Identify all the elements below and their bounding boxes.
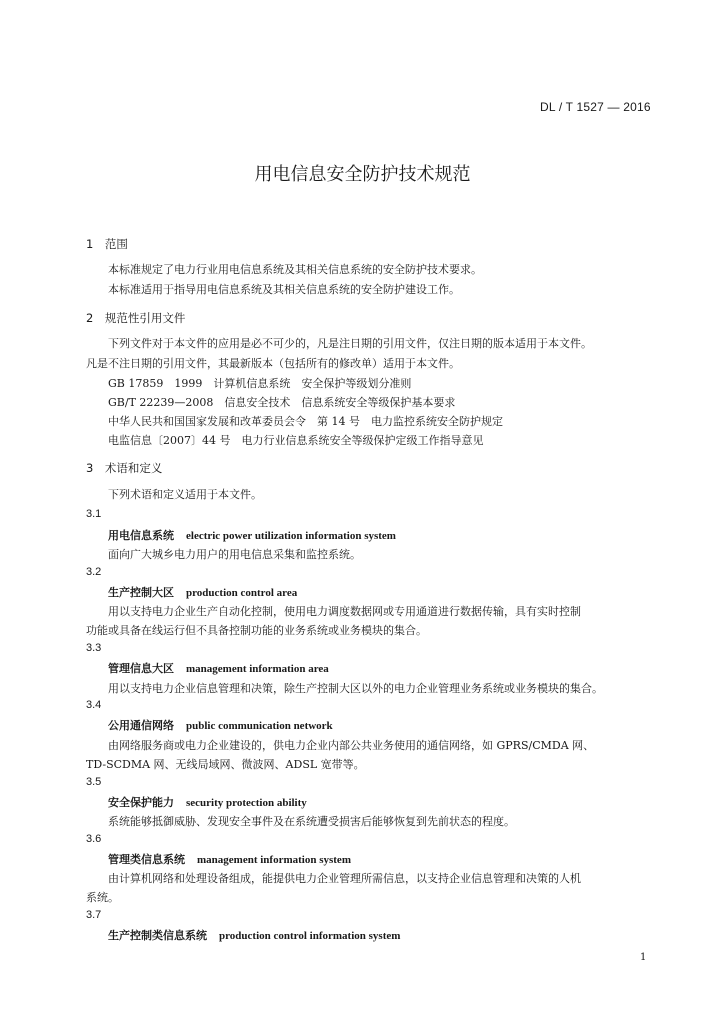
term-en: management information system <box>197 854 351 866</box>
standard-code: DL / T 1527 — 2016 <box>540 100 651 114</box>
term-zh: 管理信息大区 <box>108 662 174 675</box>
section-1-paragraph-2: 本标准适用于指导用电信息系统及其相关信息系统的安全防护建设工作。 <box>108 283 460 296</box>
term-heading <box>108 927 400 943</box>
term-en: production control information system <box>219 930 401 942</box>
term-heading <box>108 527 396 543</box>
term-definition-continued: 系统。 <box>86 891 119 904</box>
term-number: 3.4 <box>86 699 102 711</box>
term-definition: 系统能够抵御威胁、发现安全事件及在系统遭受损害后能够恢复到先前状态的程度。 <box>108 815 515 828</box>
term-heading <box>108 717 333 733</box>
term-number: 3.6 <box>86 833 102 845</box>
term-number: 3.7 <box>86 909 102 921</box>
reference-item: GB 17859 1999 计算机信息系统 安全保护等级划分准则 <box>108 377 412 390</box>
term-number: 3.1 <box>86 508 102 520</box>
term-number: 3.3 <box>86 642 102 654</box>
term-definition: 用以支持电力企业生产自动化控制，使用电力调度数据网或专用通道进行数据传输，具有实时控制 <box>108 605 581 618</box>
term-en: public communication network <box>186 720 333 732</box>
term-definition-continued: TD-SCDMA 网、无线局域网、微波网、ADSL 宽带等。 <box>86 758 365 771</box>
term-zh: 用电信息系统 <box>108 529 174 542</box>
term-number: 3.2 <box>86 566 102 578</box>
section-2-heading: 2 规范性引用文件 <box>86 311 186 325</box>
term-definition: 由网络服务商或电力企业建设的，供电力企业内部公共业务使用的通信网络，如 GPRS/CMDA 网、 <box>108 739 595 752</box>
term-definition-continued: 功能或具备在线运行但不具备控制功能的业务系统或业务模块的集合。 <box>86 624 427 637</box>
term-heading <box>108 794 307 810</box>
reference-item: 电监信息〔2007〕44 号 电力行业信息系统安全等级保护定级工作指导意见 <box>108 434 484 447</box>
term-zh: 生产控制类信息系统 <box>108 929 207 942</box>
term-en: management information area <box>186 663 329 675</box>
term-heading <box>108 584 297 600</box>
term-definition: 由计算机网络和处理设备组成，能提供电力企业管理所需信息，以支持企业信息管理和决策的人机 <box>108 872 581 885</box>
term-definition: 用以支持电力企业信息管理和决策，除生产控制大区以外的电力企业管理业务系统或业务模块的集合。 <box>108 682 603 695</box>
reference-item: 中华人民共和国国家发展和改革委员会令 第 14 号 电力监控系统安全防护规定 <box>108 415 503 428</box>
term-zh: 管理类信息系统 <box>108 853 185 866</box>
term-en: security protection ability <box>186 797 307 809</box>
section-2-intro-line-1: 下列文件对于本文件的应用是必不可少的，凡是注日期的引用文件，仅注日期的版本适用于本文件。 <box>108 337 592 350</box>
term-zh: 安全保护能力 <box>108 796 174 809</box>
document-title: 用电信息安全防护技术规范 <box>254 164 471 185</box>
term-number: 3.5 <box>86 776 102 788</box>
term-en: electric power utilization information system <box>186 530 396 542</box>
section-3-heading: 3 术语和定义 <box>86 461 163 475</box>
section-1-heading: 1 范围 <box>86 237 128 251</box>
term-heading <box>108 660 329 676</box>
page-number: 1 <box>640 952 647 963</box>
term-en: production control area <box>186 587 298 599</box>
reference-item: GB/T 22239—2008 信息安全技术 信息系统安全等级保护基本要求 <box>108 396 456 409</box>
section-3-intro: 下列术语和定义适用于本文件。 <box>108 488 262 501</box>
term-definition: 面向广大城乡电力用户的用电信息采集和监控系统。 <box>108 548 361 561</box>
term-zh: 公用通信网络 <box>108 719 174 732</box>
section-1-paragraph-1: 本标准规定了电力行业用电信息系统及其相关信息系统的安全防护技术要求。 <box>108 263 482 276</box>
term-zh: 生产控制大区 <box>108 586 174 599</box>
term-heading <box>108 851 351 867</box>
section-2-intro-line-2: 凡是不注日期的引用文件，其最新版本（包括所有的修改单）适用于本文件。 <box>86 357 460 370</box>
